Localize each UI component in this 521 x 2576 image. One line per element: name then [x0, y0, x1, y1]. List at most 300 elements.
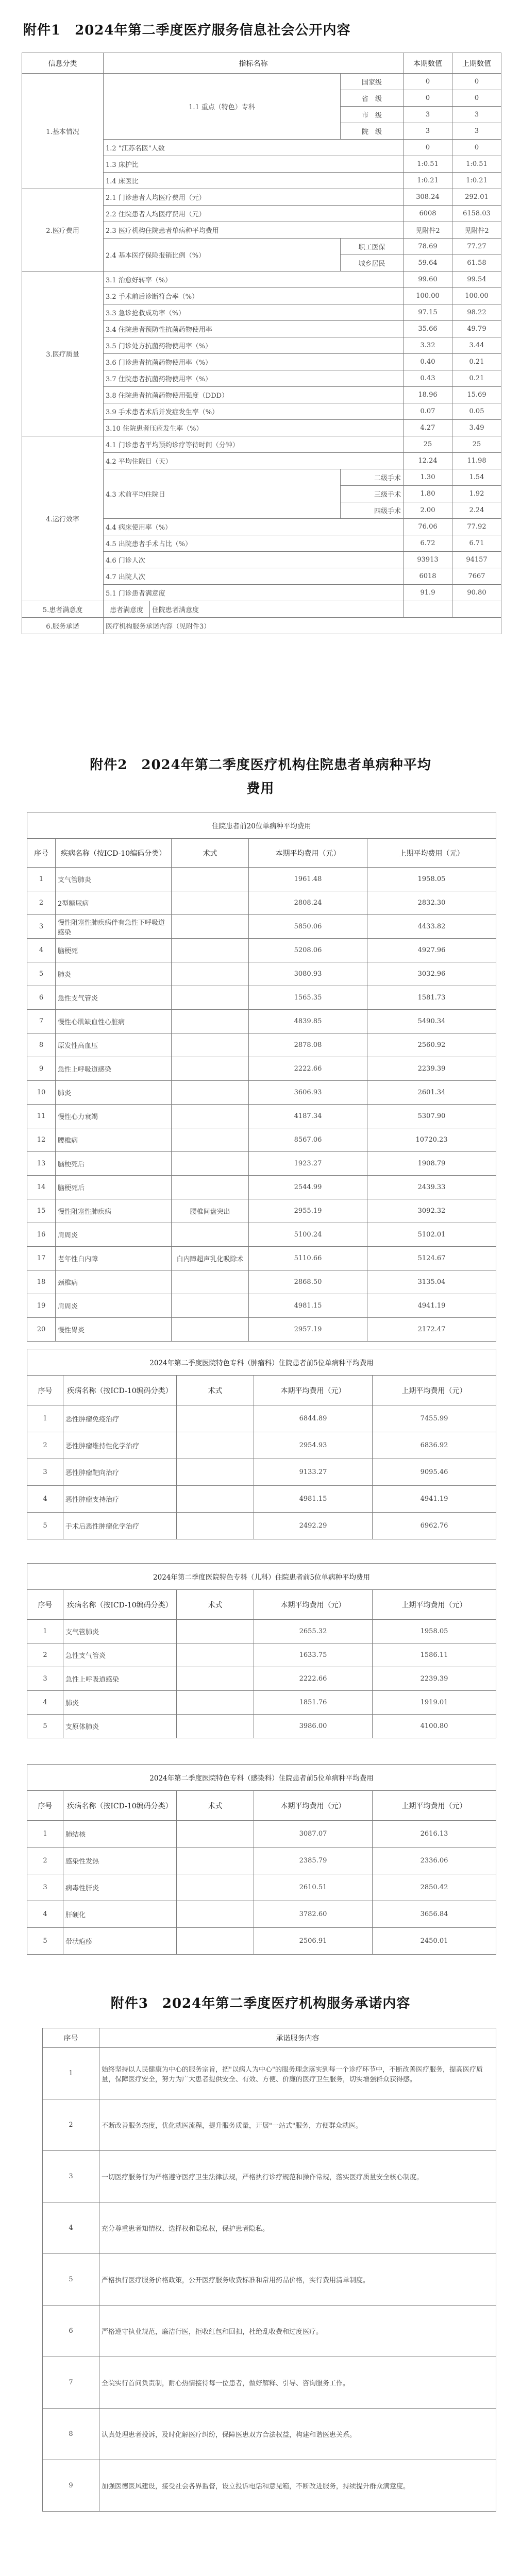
table-cell: 3	[43, 2151, 99, 2202]
table-cell: 3986.00	[254, 1715, 373, 1738]
table-cell: 支气管肺炎	[63, 1620, 177, 1643]
table-row	[27, 1848, 496, 1874]
category-basic: 1.基本情况	[22, 74, 104, 189]
row-previous: 见附件2	[452, 222, 501, 239]
table-row	[27, 1459, 496, 1486]
row-previous: 0	[452, 74, 501, 90]
table-row	[43, 2306, 496, 2357]
header-no: 序号	[27, 1376, 63, 1405]
table-cell: 肩周炎	[56, 1294, 172, 1318]
table-cell: 6	[27, 986, 56, 1010]
row-current: 97.15	[404, 304, 452, 321]
row-name: 4.7 出院人次	[104, 568, 404, 585]
row-name: 医疗机构服务承诺内容（见附件3）	[104, 618, 501, 634]
table-cell: 5	[27, 962, 56, 986]
table-cell	[177, 1620, 254, 1643]
row-name: 1.4 床医比	[104, 173, 404, 189]
row-previous: 99.54	[452, 272, 501, 288]
table-body	[27, 868, 496, 1342]
row-previous: 6.71	[452, 535, 501, 552]
row-current: 0.43	[404, 370, 452, 387]
table-cell: 脑梗死	[56, 939, 172, 962]
header-previous: 上期平均费用（元）	[367, 839, 496, 868]
table-cell: 带状疱疹	[63, 1928, 177, 1955]
table-cell: 3	[27, 1459, 63, 1486]
row-current: 6008	[404, 206, 452, 222]
attachment1-table	[22, 53, 501, 634]
header-no: 序号	[27, 839, 56, 868]
table-cell: 18	[27, 1270, 56, 1294]
table-row	[43, 2409, 496, 2460]
table-cell: 8567.06	[249, 1128, 367, 1152]
row-name: 省 级	[341, 90, 404, 107]
table-cell: 腰椎间盘突出	[172, 1199, 249, 1223]
table-cell	[177, 1432, 254, 1459]
table-row	[27, 1010, 496, 1033]
table-cell: 4927.96	[367, 939, 496, 962]
table-cell: 全院实行首问负责制，耐心热情接待每一位患者，做好解释、引导、咨询服务工作。	[99, 2357, 496, 2409]
attachment2-title-line1: 附件2 2024年第二季度医疗机构住院患者单病种平均	[90, 757, 431, 773]
table-cell: 9095.46	[373, 1459, 496, 1486]
row-previous: 100.00	[452, 288, 501, 304]
row-current: 76.06	[404, 519, 452, 535]
table-row	[27, 915, 496, 939]
table-row	[27, 986, 496, 1010]
row-name: 3.1 治愈好转率（%）	[104, 272, 404, 288]
table-row	[27, 939, 496, 962]
table-cell: 4	[27, 1486, 63, 1513]
table-cell	[177, 1667, 254, 1691]
table-cell: 1923.27	[249, 1152, 367, 1176]
row-name: 3.7 住院患者抗菌药物使用率（%）	[104, 370, 404, 387]
table-cell: 2808.24	[249, 891, 367, 915]
table-row	[27, 1033, 496, 1057]
row-name: 市 级	[341, 107, 404, 123]
table-row	[27, 1176, 496, 1199]
row-previous: 3.49	[452, 420, 501, 436]
table-cell: 急性上呼吸道感染	[63, 1667, 177, 1691]
table-cell: 手术后恶性肿瘤化学治疗	[63, 1513, 177, 1539]
table-row	[43, 2357, 496, 2409]
table-cell	[172, 1152, 249, 1176]
table-cell: 9	[43, 2460, 99, 2512]
table-cell: 1581.73	[367, 986, 496, 1010]
row-previous	[452, 601, 501, 618]
table-cell: 恶性肿瘤支持治疗	[63, 1486, 177, 1513]
table-cell: 11	[27, 1105, 56, 1128]
table-cell: 慢性胃炎	[56, 1318, 172, 1342]
table-cell: 3782.60	[254, 1901, 373, 1928]
row-previous: 0.21	[452, 370, 501, 387]
table-row	[27, 1318, 496, 1342]
attachment2-table-infectious	[27, 1764, 496, 1955]
table-row	[43, 2151, 496, 2202]
table-cell: 10720.23	[367, 1128, 496, 1152]
table-cell: 7	[43, 2357, 99, 2409]
table-cell: 1958.05	[373, 1620, 496, 1643]
table-cell	[172, 868, 249, 891]
table-cell: 4839.85	[249, 1010, 367, 1033]
header-no: 序号	[27, 1791, 63, 1821]
table-cell: 2385.79	[254, 1848, 373, 1874]
table-cell	[172, 939, 249, 962]
row-previous: 7667	[452, 568, 501, 585]
table-cell: 3	[27, 1667, 63, 1691]
row-current: 1:0.51	[404, 156, 452, 173]
table-cell: 1908.79	[367, 1152, 496, 1176]
table-caption: 2024年第二季度医院特色专科（儿科）住院患者前5位单病种平均费用	[27, 1564, 496, 1590]
header-no: 序号	[43, 2028, 99, 2048]
table-row	[27, 1294, 496, 1318]
row-previous: 6158.03	[452, 206, 501, 222]
table-row	[27, 1405, 496, 1432]
table-cell	[172, 1081, 249, 1105]
row-name: 1.2 "江苏名医"人数	[104, 140, 404, 156]
table-cell	[177, 1691, 254, 1715]
header-disease: 疾病名称（按ICD-10编码分类）	[63, 1376, 177, 1405]
row-name: 城乡居民	[341, 255, 404, 272]
table-cell: 1851.76	[254, 1691, 373, 1715]
table-row	[27, 868, 496, 891]
table-row	[27, 1199, 496, 1223]
table-cell	[177, 1715, 254, 1738]
table-row	[27, 1432, 496, 1459]
table-cell: 老年性白内障	[56, 1247, 172, 1270]
row-current: 35.66	[404, 321, 452, 337]
header-procedure: 术式	[177, 1791, 254, 1821]
row-name: 二级手术	[341, 469, 404, 486]
table-cell: 1633.75	[254, 1643, 373, 1667]
table-cell: 13	[27, 1152, 56, 1176]
table-row	[27, 1821, 496, 1848]
table-cell: 2957.19	[249, 1318, 367, 1342]
row-name: 院 级	[341, 123, 404, 140]
row-previous: 90.80	[452, 585, 501, 601]
header-previous: 上期平均费用（元）	[373, 1376, 496, 1405]
table-cell: 5490.34	[367, 1010, 496, 1033]
row-previous: 11.98	[452, 453, 501, 469]
row-name: 国家级	[341, 74, 404, 90]
table-cell	[177, 1928, 254, 1955]
row-previous: 0.05	[452, 403, 501, 420]
table-cell: 4941.19	[367, 1294, 496, 1318]
attachment3-title: 附件3 2024年第二季度医疗机构服务承诺内容	[110, 1996, 411, 2011]
table-row	[43, 2460, 496, 2512]
table-cell: 颈椎病	[56, 1270, 172, 1294]
row-name: 4.2 平均住院日（天）	[104, 453, 404, 469]
table-cell: 3	[27, 1874, 63, 1901]
table-row	[27, 1128, 496, 1152]
table-caption: 2024年第二季度医院特色专科（感染科）住院患者前5位单病种平均费用	[27, 1765, 496, 1791]
row-current: 99.60	[404, 272, 452, 288]
row-name: 4.6 门诊人次	[104, 552, 404, 568]
table-cell: 腰椎病	[56, 1128, 172, 1152]
row-current: 0	[404, 140, 452, 156]
attachment2-table-oncology	[27, 1349, 496, 1539]
row-current: 0	[404, 74, 452, 90]
table-cell: 慢性心肌缺血性心脏病	[56, 1010, 172, 1033]
table-cell: 3	[27, 915, 56, 939]
category-efficiency: 4.运行效率	[22, 436, 104, 601]
table-cell: 2222.66	[249, 1057, 367, 1081]
table-cell: 1586.11	[373, 1643, 496, 1667]
table-row	[27, 1270, 496, 1294]
table-cell: 2616.13	[373, 1821, 496, 1848]
row-current: 2.00	[404, 502, 452, 519]
category-commitment: 6.服务承诺	[22, 618, 104, 634]
row-current: 25	[404, 436, 452, 453]
header-procedure: 术式	[177, 1376, 254, 1405]
category-quality: 3.医疗质量	[22, 272, 104, 436]
row-name: 3.3 急诊抢救成功率（%）	[104, 304, 404, 321]
table-cell: 5	[27, 1715, 63, 1738]
table-cell: 2544.99	[249, 1176, 367, 1199]
attachment3-table	[42, 2028, 496, 2512]
row-name: 住院患者满意度	[150, 601, 404, 618]
row-current: 1.30	[404, 469, 452, 486]
row-name: 4.4 病床使用率（%）	[104, 519, 404, 535]
table-cell: 12	[27, 1128, 56, 1152]
table-cell: 病毒性肝炎	[63, 1874, 177, 1901]
table-cell: 支原体肺炎	[63, 1715, 177, 1738]
table-cell: 6836.92	[373, 1432, 496, 1459]
table-cell: 肺炎	[56, 962, 172, 986]
table-body	[27, 1821, 496, 1955]
table-cell: 1	[27, 1405, 63, 1432]
row-name: 2.3 医疗机构住院患者单病种平均费用	[104, 222, 404, 239]
row-current: 1:0.21	[404, 173, 452, 189]
table-cell: 8	[43, 2409, 99, 2460]
table-cell	[177, 1459, 254, 1486]
row-name: 3.9 手术患者术后并发症发生率（%）	[104, 403, 404, 420]
table-cell	[177, 1901, 254, 1928]
table-cell: 2	[27, 891, 56, 915]
table-cell: 原发性高血压	[56, 1033, 172, 1057]
table-cell: 9	[27, 1057, 56, 1081]
row-name: 职工医保	[341, 239, 404, 255]
table-row	[27, 891, 496, 915]
table-cell: 2506.91	[254, 1928, 373, 1955]
table-cell: 1958.05	[367, 868, 496, 891]
table-cell: 5124.67	[367, 1247, 496, 1270]
row-previous: 0.21	[452, 354, 501, 370]
header-current: 本期平均费用（元）	[254, 1376, 373, 1405]
row-4-3-label: 4.3 术前平均住院日	[104, 469, 341, 519]
table-cell: 2868.50	[249, 1270, 367, 1294]
table-cell: 2610.51	[254, 1874, 373, 1901]
table-row	[27, 1691, 496, 1715]
header-previous: 上期数值	[452, 53, 501, 74]
table-cell	[172, 1318, 249, 1342]
table-caption: 住院患者前20位单病种平均费用	[27, 812, 496, 839]
table-cell: 2492.29	[254, 1513, 373, 1539]
table-cell: 8	[27, 1033, 56, 1057]
table-row	[27, 1486, 496, 1513]
row-current: 1.80	[404, 486, 452, 502]
row-previous: 292.01	[452, 189, 501, 206]
table-cell	[172, 915, 249, 939]
table-cell: 感染性发热	[63, 1848, 177, 1874]
row-current: 3	[404, 107, 452, 123]
row-previous: 0	[452, 90, 501, 107]
table-cell	[177, 1486, 254, 1513]
row-current: 78.69	[404, 239, 452, 255]
table-cell	[177, 1821, 254, 1848]
table-cell: 3092.32	[367, 1199, 496, 1223]
header-category: 信息分类	[22, 53, 104, 74]
row-current: 4.27	[404, 420, 452, 436]
table-cell: 白内障超声乳化吸除术	[172, 1247, 249, 1270]
table-cell: 严格遵守执业规范，廉洁行医，拒收红包和回扣，杜绝乱收费和过度医疗。	[99, 2306, 496, 2357]
table-cell: 1961.48	[249, 868, 367, 891]
row-name: 2.1 门诊患者人均医疗费用（元）	[104, 189, 404, 206]
row-5-label: 患者满意度	[104, 601, 150, 618]
row-previous: 61.58	[452, 255, 501, 272]
table-cell: 肺炎	[63, 1691, 177, 1715]
table-caption: 2024年第二季度医院特色专科（肿瘤科）住院患者前5位单病种平均费用	[27, 1349, 496, 1376]
header-disease: 疾病名称（按ICD-10编码分类）	[63, 1590, 177, 1620]
table-body	[43, 2048, 496, 2512]
table-row	[43, 2202, 496, 2254]
table-cell: 3087.07	[254, 1821, 373, 1848]
table-cell	[172, 1270, 249, 1294]
attachment1-title: 附件1 2024年第二季度医疗服务信息社会公开内容	[23, 23, 351, 38]
row-current: 见附件2	[404, 222, 452, 239]
row-name: 2.2 住院患者人均医疗费用（元）	[104, 206, 404, 222]
table-cell: 10	[27, 1081, 56, 1105]
row-name: 3.8 住院患者抗菌药物使用强度（DDD）	[104, 387, 404, 403]
row-previous: 1:0.51	[452, 156, 501, 173]
table-cell: 2	[27, 1432, 63, 1459]
header-disease: 疾病名称（按ICD-10编码分类）	[63, 1791, 177, 1821]
row-current: 0	[404, 90, 452, 107]
table-cell: 3656.84	[373, 1901, 496, 1928]
header-procedure: 术式	[177, 1590, 254, 1620]
row-previous: 25	[452, 436, 501, 453]
table-row	[27, 1643, 496, 1667]
table-cell: 一切医疗服务行为严格遵守医疗卫生法律法规，严格执行诊疗规范和操作常规，落实医疗质量安全核心制度。	[99, 2151, 496, 2202]
table-cell	[177, 1513, 254, 1539]
table-cell: 6962.76	[373, 1513, 496, 1539]
table-cell: 4981.15	[254, 1486, 373, 1513]
attachment2-table-top20	[27, 812, 496, 1342]
row-current	[404, 601, 452, 618]
table-cell: 急性上呼吸道感染	[56, 1057, 172, 1081]
row-current: 12.24	[404, 453, 452, 469]
category-cost: 2.医疗费用	[22, 189, 104, 272]
row-previous: 94157	[452, 552, 501, 568]
table-cell	[177, 1643, 254, 1667]
table-cell: 慢性阻塞性肺疾病伴有急性下呼吸道感染	[56, 915, 172, 939]
table-cell: 2172.47	[367, 1318, 496, 1342]
row-name: 3.2 手术前后诊断符合率（%）	[104, 288, 404, 304]
table-cell: 4981.15	[249, 1294, 367, 1318]
table-cell	[172, 962, 249, 986]
table-cell: 急性支气管炎	[63, 1643, 177, 1667]
table-cell: 2832.30	[367, 891, 496, 915]
table-cell	[177, 1874, 254, 1901]
header-current: 本期平均费用（元）	[254, 1791, 373, 1821]
table-cell: 恶性肿瘤免疫治疗	[63, 1405, 177, 1432]
table-cell: 2560.92	[367, 1033, 496, 1057]
table-cell	[172, 1294, 249, 1318]
table-cell: 4433.82	[367, 915, 496, 939]
row-2-4-label: 2.4 基本医疗保险报销比例（%）	[104, 239, 341, 272]
row-previous: 1.54	[452, 469, 501, 486]
row-current: 0.07	[404, 403, 452, 420]
table-cell: 5850.06	[249, 915, 367, 939]
table-cell: 严格执行医疗服务价格政策，公开医疗服务收费标准和常用药品价格，实行费用清单制度。	[99, 2254, 496, 2306]
header-no: 序号	[27, 1590, 63, 1620]
table-cell: 2655.32	[254, 1620, 373, 1643]
row-name: 3.4 住院患者预防性抗菌药物使用率	[104, 321, 404, 337]
table-body	[27, 1620, 496, 1738]
table-cell: 慢性阻塞性肺疾病	[56, 1199, 172, 1223]
row-previous: 1:0.21	[452, 173, 501, 189]
table-cell: 2450.01	[373, 1928, 496, 1955]
table-cell: 2222.66	[254, 1667, 373, 1691]
table-cell: 6844.89	[254, 1405, 373, 1432]
table-cell: 6	[43, 2306, 99, 2357]
table-cell: 不断改善服务态度，优化就医流程，提升服务质量，开展"一站式"服务，方便群众就医。	[99, 2099, 496, 2151]
table-cell: 充分尊重患者知情权、选择权和隐私权，保护患者隐私。	[99, 2202, 496, 2254]
table-cell: 9133.27	[254, 1459, 373, 1486]
table-cell: 7455.99	[373, 1405, 496, 1432]
row-current: 3.32	[404, 337, 452, 354]
row-current: 308.24	[404, 189, 452, 206]
table-cell: 2850.42	[373, 1874, 496, 1901]
row-name: 4.5 出院患者手术占比（%）	[104, 535, 404, 552]
table-cell: 1	[27, 1620, 63, 1643]
table-cell: 加强医德医风建设，接受社会各界监督，设立投诉电话和意见箱，不断改进服务，持续提升群众满意度。	[99, 2460, 496, 2512]
table-cell: 4187.34	[249, 1105, 367, 1128]
row-previous: 0	[452, 140, 501, 156]
table-cell: 肺结核	[63, 1821, 177, 1848]
table-row	[27, 1715, 496, 1738]
table-cell: 1	[43, 2048, 99, 2099]
attachment2-table-pediatrics	[27, 1563, 496, 1738]
table-cell: 5110.66	[249, 1247, 367, 1270]
table-row	[27, 1667, 496, 1691]
row-current: 0.40	[404, 354, 452, 370]
table-cell	[177, 1848, 254, 1874]
row-1-1-label: 1.1 重点（特色）专科	[104, 74, 341, 140]
row-name: 3.10 住院患者压疮发生率（%）	[104, 420, 404, 436]
table-cell	[172, 1033, 249, 1057]
table-cell: 5307.90	[367, 1105, 496, 1128]
table-cell: 1565.35	[249, 986, 367, 1010]
table-cell: 2955.19	[249, 1199, 367, 1223]
table-cell: 始终坚持以人民健康为中心的服务宗旨，把"以病人为中心"的服务理念落实到每一个诊疗环节中，不断改善医疗服务，提高医疗质量，保障医疗安全，努力为广大患者提供安全、有效、方便、价廉的医疗卫生服务，切实增强群众获得感。	[99, 2048, 496, 2099]
table-row	[27, 1247, 496, 1270]
table-row	[27, 1057, 496, 1081]
row-current: 59.64	[404, 255, 452, 272]
table-cell: 脑梗死后	[56, 1152, 172, 1176]
table-cell: 2439.33	[367, 1176, 496, 1199]
table-cell	[172, 1128, 249, 1152]
header-current: 本期平均费用（元）	[254, 1590, 373, 1620]
table-cell: 3135.04	[367, 1270, 496, 1294]
table-row	[27, 1901, 496, 1928]
table-cell: 3606.93	[249, 1081, 367, 1105]
row-previous: 3	[452, 107, 501, 123]
row-current: 6.72	[404, 535, 452, 552]
header-disease: 疾病名称（按ICD-10编码分类）	[56, 839, 172, 868]
table-cell: 5	[27, 1928, 63, 1955]
row-current: 91.9	[404, 585, 452, 601]
table-cell: 2	[27, 1643, 63, 1667]
table-cell: 3032.96	[367, 962, 496, 986]
